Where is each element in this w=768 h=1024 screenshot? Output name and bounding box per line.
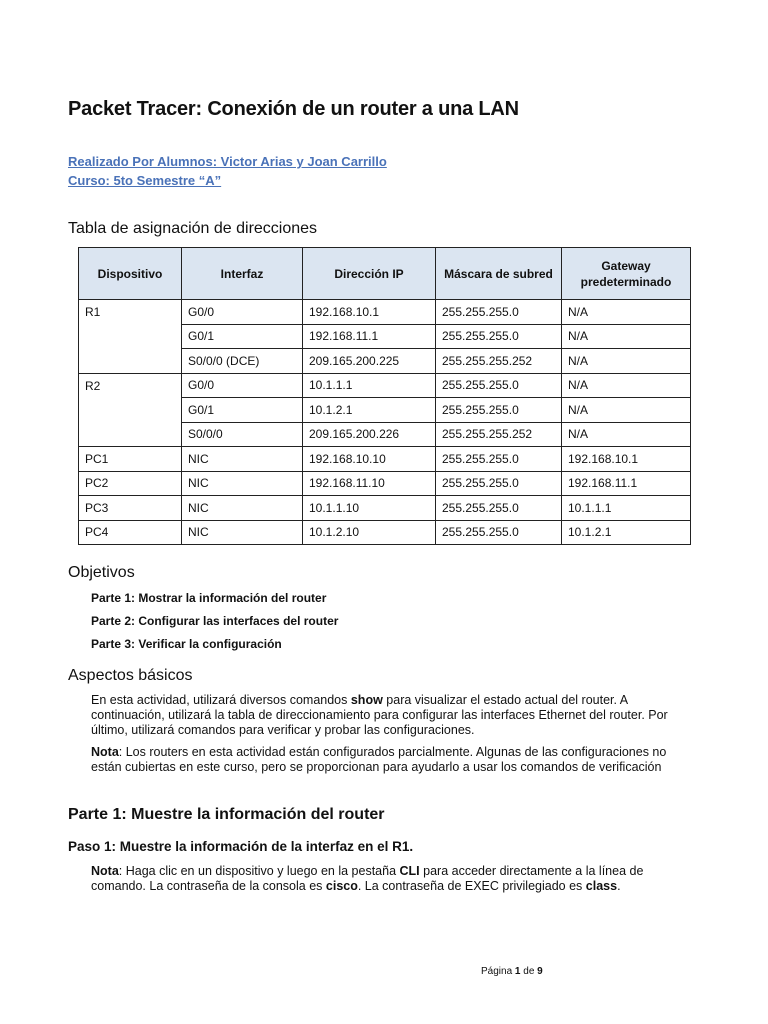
table-header-row [79,248,691,300]
cell-device: PC4 [79,520,182,545]
cell-ip: 192.168.11.1 [303,324,436,349]
text-run: para acceder directamente a la línea de comando. La contraseña de la consola es [91,864,644,893]
cell-ip: 192.168.10.1 [303,300,436,325]
cell-ip: 10.1.1.1 [303,373,436,398]
table-row [79,300,691,325]
cell-interface: NIC [182,520,303,545]
background-heading: Aspectos básicos [68,667,193,684]
cli-label: CLI [399,864,420,878]
table-row [79,398,691,423]
table-row [79,447,691,472]
cell-mask: 255.255.255.0 [436,398,562,423]
cell-device [79,324,182,349]
cell-interface: NIC [182,496,303,521]
cell-gateway: N/A [562,398,691,423]
cell-device: PC1 [79,447,182,472]
objectives-heading: Objetivos [68,564,135,581]
cell-mask: 255.255.255.252 [436,422,562,447]
header-ip: Dirección IP [303,248,436,300]
exec-password: class [585,879,618,893]
table-row [79,349,691,374]
table-row [79,373,691,398]
cell-gateway: N/A [562,373,691,398]
text-run: . La contraseña de EXEC privilegiado es [357,879,586,893]
cell-mask: 255.255.255.0 [436,471,562,496]
text-run: En esta actividad, utilizará diversos comandos [91,693,351,707]
header-gateway: Gateway predeterminado [562,248,691,300]
cell-ip: 10.1.2.10 [303,520,436,545]
cell-ip: 10.1.1.10 [303,496,436,521]
cell-mask: 255.255.255.0 [436,300,562,325]
header-device: Dispositivo [79,248,182,300]
text-run: : Haga clic en un dispositivo y luego en la pestaña [118,864,400,878]
cell-gateway: N/A [562,349,691,374]
cell-gateway: 192.168.11.1 [562,471,691,496]
part1-heading: Parte 1: Muestre la información del router [68,806,385,823]
text-run: : Los routers en esta actividad están configurados parcialmente. Algunas de las configuraciones no están cubiertas en este curso, pero se proporcionan para ayudarlo a usar los comandos de verificación [91,745,667,774]
address-table [78,247,691,545]
objective-item: Parte 1: Mostrar la información del router [91,591,327,605]
objective-item: Parte 2: Configurar las interfaces del router [91,614,339,628]
cell-ip: 209.165.200.226 [303,422,436,447]
cell-gateway: N/A [562,422,691,447]
cell-mask: 255.255.255.252 [436,349,562,374]
header-interface: Interfaz [182,248,303,300]
authors-link[interactable]: Realizado Por Alumnos: Victor Arias y Joan Carrillo [68,154,387,169]
cell-interface: S0/0/0 [182,422,303,447]
footer-middle: de [520,966,538,977]
cell-interface: NIC [182,447,303,472]
cell-device [79,398,182,423]
step1-note [91,864,681,894]
course-link[interactable]: Curso: 5to Semestre “A” [68,173,222,188]
cell-mask: 255.255.255.0 [436,373,562,398]
cell-gateway: 192.168.10.1 [562,447,691,472]
background-paragraph [91,693,681,738]
table-row [79,520,691,545]
cell-interface: G0/0 [182,373,303,398]
cell-gateway: 10.1.1.1 [562,496,691,521]
command-show: show [350,693,383,707]
page-total: 9 [537,966,543,977]
cell-ip: 10.1.2.1 [303,398,436,423]
cell-device: R2 [79,373,182,398]
table-row [79,324,691,349]
header-mask: Máscara de subred [436,248,562,300]
console-password: cisco [325,879,358,893]
cell-mask: 255.255.255.0 [436,496,562,521]
objective-item: Parte 3: Verificar la configuración [91,637,282,651]
table-row [79,422,691,447]
cell-device [79,349,182,374]
cell-device [79,422,182,447]
step1-heading: Paso 1: Muestre la información de la interfaz en el R1. [68,839,414,854]
cell-gateway: 10.1.2.1 [562,520,691,545]
note-label: Nota [91,864,119,878]
cell-gateway: N/A [562,324,691,349]
cell-mask: 255.255.255.0 [436,520,562,545]
text-run: . [617,879,621,893]
text-run: para visualizar el estado actual del router. A continuación, utilizará la tabla de direccionamiento para configurar las interfaces Ethernet del router. Por último, utilizará comandos para verificar y probar las configuraciones. [91,693,668,737]
cell-mask: 255.255.255.0 [436,324,562,349]
authors-block [68,152,387,190]
page-footer [481,966,543,977]
page-title: Packet Tracer: Conexión de un router a una LAN [68,98,519,120]
cell-interface: NIC [182,471,303,496]
cell-interface: G0/0 [182,300,303,325]
note-paragraph [91,745,681,775]
cell-ip: 192.168.11.10 [303,471,436,496]
footer-prefix: Página [481,966,515,977]
note-label: Nota [91,745,119,759]
table-row [79,471,691,496]
cell-device: R1 [79,300,182,325]
cell-ip: 192.168.10.10 [303,447,436,472]
cell-device: PC2 [79,471,182,496]
table-row [79,496,691,521]
table-heading: Tabla de asignación de direcciones [68,220,318,237]
cell-interface: G0/1 [182,398,303,423]
cell-device: PC3 [79,496,182,521]
cell-interface: S0/0/0 (DCE) [182,349,303,374]
page-number: 1 [514,966,521,977]
cell-interface: G0/1 [182,324,303,349]
cell-ip: 209.165.200.225 [303,349,436,374]
cell-mask: 255.255.255.0 [436,447,562,472]
cell-gateway: N/A [562,300,691,325]
